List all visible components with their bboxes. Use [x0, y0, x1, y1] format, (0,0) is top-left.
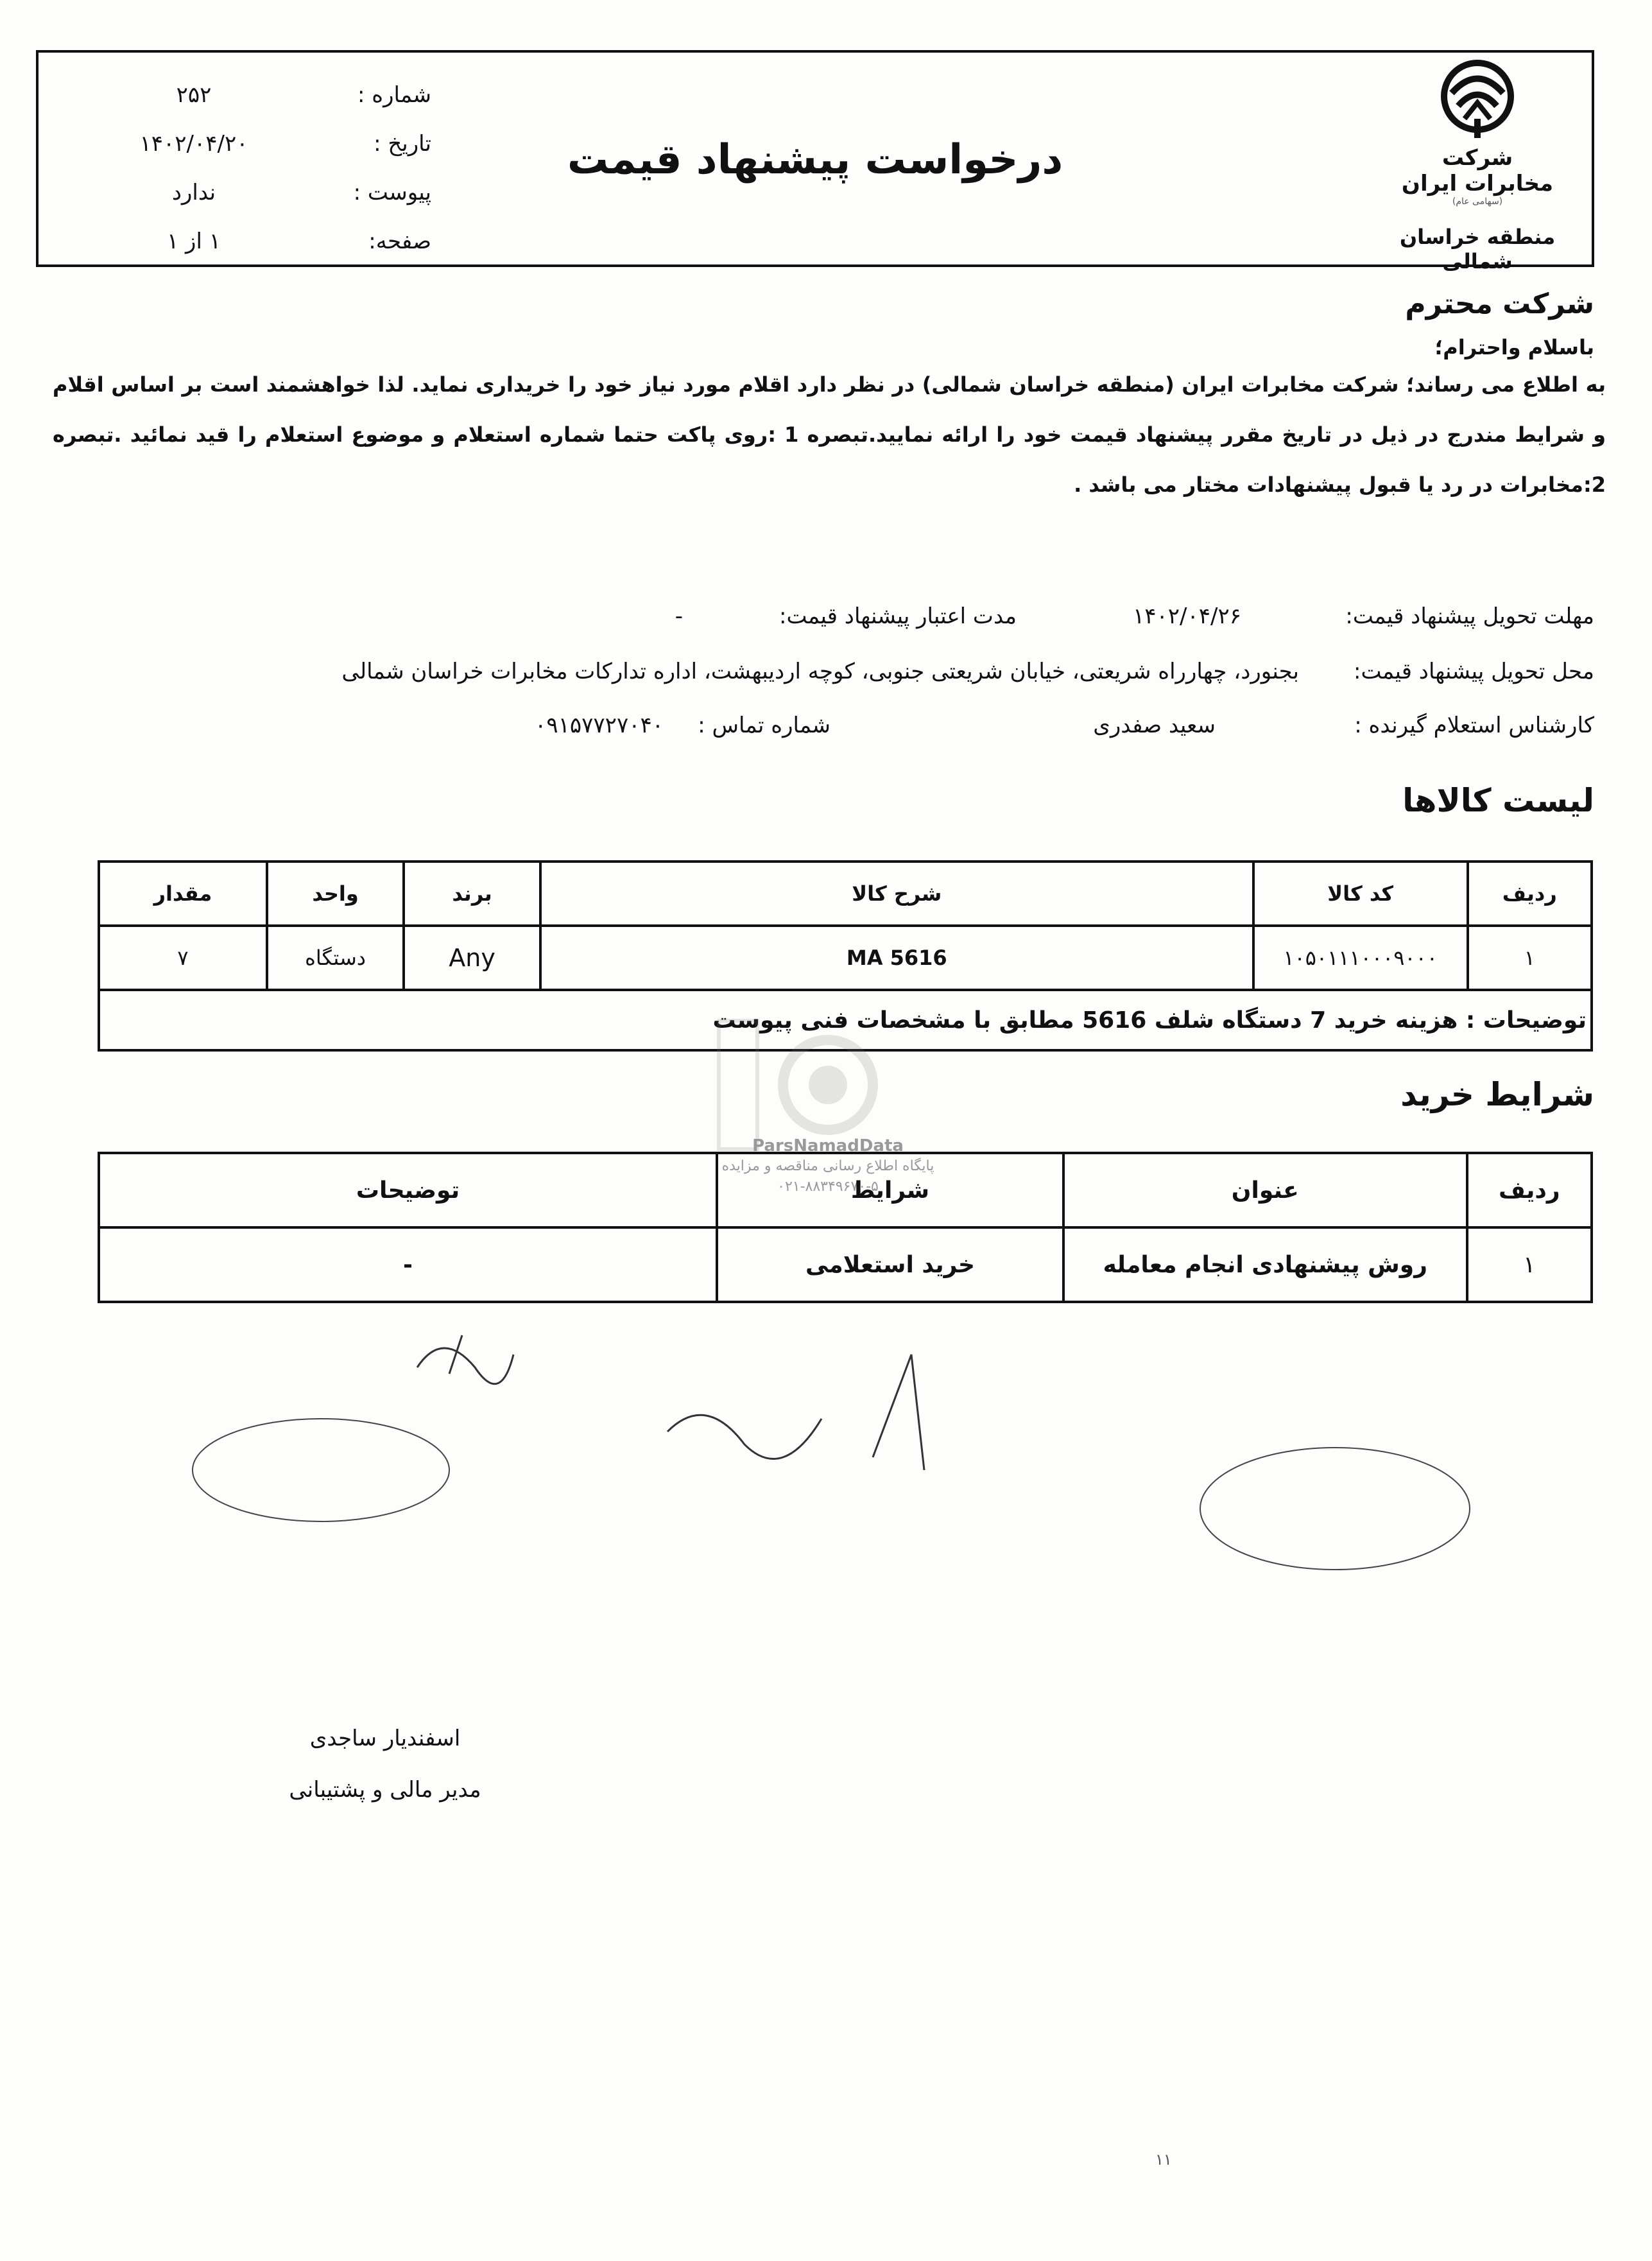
- phone-value: ۰۹۱۵۷۷۲۷۰۴۰: [535, 713, 664, 738]
- org-subtitle: (سهامی عام): [1452, 196, 1503, 207]
- meta-date: [72, 119, 431, 168]
- telecom-logo-icon: [1439, 58, 1516, 141]
- document-header: [36, 50, 1594, 273]
- cell-terms: خرید استعلامی: [717, 1227, 1063, 1302]
- cell-unit: دستگاه: [267, 926, 404, 990]
- validity-value: -: [675, 603, 683, 629]
- cell-item-code: ۱۰۵۰۱۱۱۰۰۰۹۰۰۰: [1253, 926, 1468, 990]
- goods-description: توضیحات : هزینه خرید 7 دستگاه شلف 5616 مطابق با مشخصات فنی پیوست: [99, 990, 1592, 1050]
- col-terms: شرایط: [717, 1153, 1063, 1227]
- meta-value: ۱۴۰۲/۰۴/۲۰: [139, 131, 248, 157]
- meta-value: ۱ از ۱: [166, 229, 221, 254]
- salutation: شرکت محترم: [1405, 288, 1594, 320]
- meta-number: [72, 71, 431, 119]
- meta-label: شماره :: [357, 82, 431, 108]
- col-row-number: ردیف: [1467, 1153, 1592, 1227]
- cell-brand: Any: [404, 926, 540, 990]
- meta-label: تاریخ :: [374, 131, 431, 157]
- signer-title: مدیر مالی و پشتیبانی: [289, 1777, 481, 1803]
- meta-page: [72, 217, 431, 266]
- col-quantity: مقدار: [99, 862, 267, 926]
- goods-section-title: لیست کالاها: [1402, 782, 1594, 819]
- col-row-number: ردیف: [1468, 862, 1592, 926]
- validity-label: مدت اعتبار پیشنهاد قیمت:: [779, 603, 1017, 629]
- watermark-phone: ۰۲۱-۸۸۳۴۹۶۷۰-۵: [777, 1179, 879, 1195]
- page-mark: ۱۱: [1155, 2151, 1172, 2169]
- location-value: بجنورد، چهارراه شریعتی، خیابان شریعتی جنوبی، کوچه اردیبهشت، اداره تداركات مخابرات خراسان شمالی: [341, 659, 1299, 684]
- table-row: [99, 1227, 1592, 1302]
- meta-value: ندارد: [171, 180, 216, 205]
- col-description: شرح کالا: [540, 862, 1253, 926]
- cell-row-number: ۱: [1468, 926, 1592, 990]
- col-title: عنوان: [1063, 1153, 1467, 1227]
- table-header-row: [99, 862, 1592, 926]
- org-name: شرکت مخابرات ایران: [1401, 145, 1554, 196]
- col-notes: توضیحات: [99, 1153, 717, 1227]
- watermark-brand: ParsNamadData: [752, 1136, 904, 1156]
- page-title: درخواست پیشنهاد قیمت: [567, 136, 1063, 184]
- meta-label: پیوست :: [353, 180, 431, 205]
- deadline-label: مهلت تحویل پیشنهاد قیمت:: [1345, 603, 1594, 629]
- letter-body: به اطلاع می رساند؛ شرکت مخابرات ایران (منطقه خراسان شمالی) در نظر دارد اقلام مورد نیاز خود را خریداری نماید. لذا خواهشمند است بر اساس اقلام و شرایط مندرج در ذیل در تاریخ مقرر پیشنهاد قیمت خود را ارائه نمایید.تبصره 1 :روی پاکت حتما شماره استعلام و موضوع استعلام را قید نمائید .تبصره 2:مخابرات در رد یا قبول پیشنهادات مختار می باشد .: [53, 372, 1606, 497]
- meta-label: صفحه:: [368, 229, 431, 254]
- meta-attachment: [72, 168, 431, 217]
- table-row: [99, 926, 1592, 990]
- meta-value: ۲۵۲: [176, 82, 212, 108]
- cell-row-number: ۱: [1467, 1227, 1592, 1302]
- terms-table: [98, 1152, 1593, 1303]
- signature-scribbles: [116, 1316, 1592, 1573]
- terms-section-title: شرایط خرید: [1400, 1076, 1594, 1113]
- cell-notes: -: [99, 1227, 717, 1302]
- col-unit: واحد: [267, 862, 404, 926]
- deadline-value: ۱۴۰۲/۰۴/۲۶: [1132, 603, 1241, 629]
- letter-meta: [72, 71, 431, 266]
- location-label: محل تحویل پیشنهاد قیمت:: [1353, 659, 1594, 684]
- cell-quantity: ۷: [99, 926, 267, 990]
- phone-label: شماره تماس :: [698, 713, 830, 738]
- expert-label: كارشناس استعلام گیرنده :: [1354, 713, 1594, 738]
- expert-value: سعید صفدری: [1093, 713, 1216, 738]
- signer-name: اسفندیار ساجدی: [309, 1726, 461, 1751]
- greeting: باسلام واحترام؛: [1434, 335, 1594, 360]
- watermark-line: پایگاه اطلاع رسانی مناقصه و مزایده: [721, 1158, 934, 1174]
- table-header-row: [99, 1153, 1592, 1227]
- col-brand: برند: [404, 862, 540, 926]
- region-name: منطقه خراسان شمالی: [1399, 225, 1556, 273]
- cell-description: 5616 MA: [540, 926, 1253, 990]
- col-item-code: کد کالا: [1253, 862, 1468, 926]
- cell-title: روش پیشنهادی انجام معامله: [1063, 1227, 1467, 1302]
